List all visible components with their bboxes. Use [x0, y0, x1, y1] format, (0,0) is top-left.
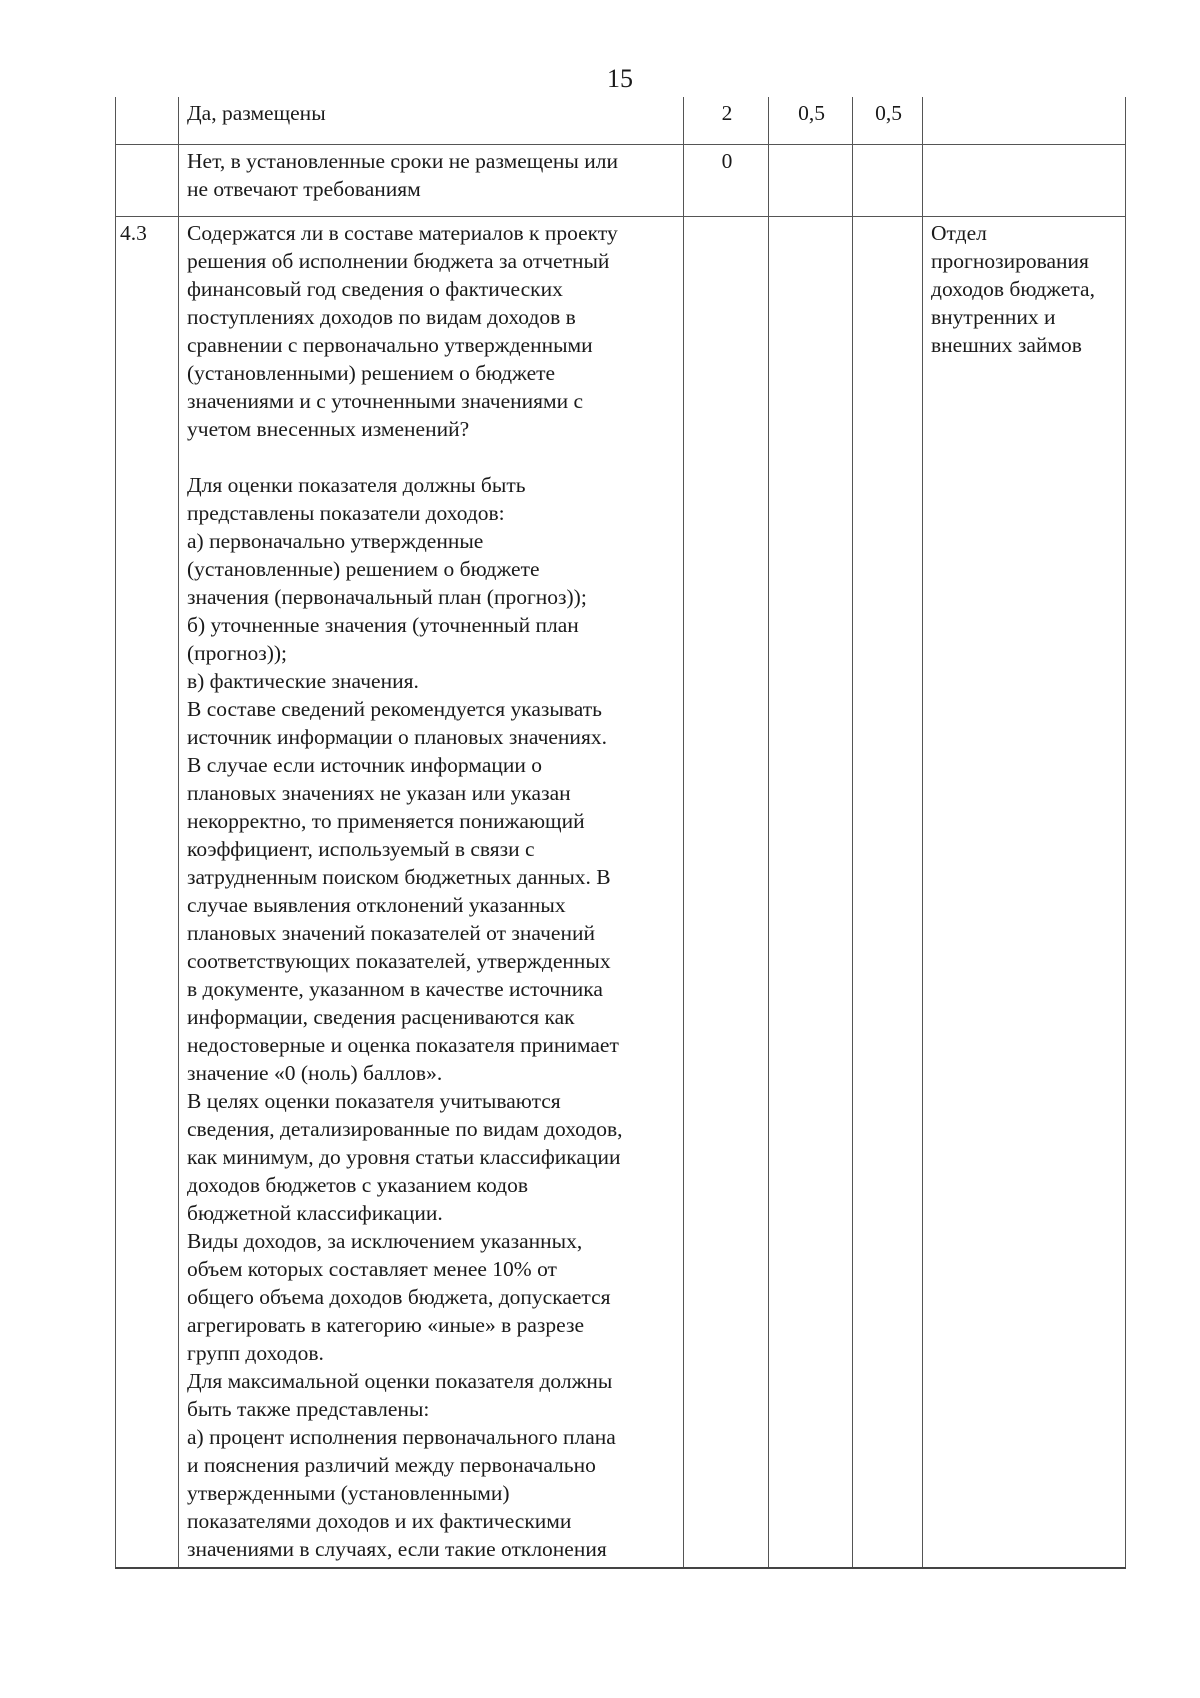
coefficient-cell	[853, 144, 923, 216]
score-cell: 2	[684, 97, 769, 144]
table-row	[116, 97, 1126, 144]
table-row	[116, 216, 1126, 1568]
responsible-dept: Отдел прогнозирования доходов бюджета, внутренних и внешних займов	[923, 216, 1126, 1568]
score-cell: 0	[684, 144, 769, 216]
responsible-dept	[923, 144, 1126, 216]
criteria-table	[115, 97, 1126, 1569]
score-cell	[684, 216, 769, 1568]
question-text: Содержатся ли в составе материалов к проекту решения об исполнении бюджета за отчетный финансовый год сведения о фактических поступлениях доходов по видам доходов в сравнении с первоначально утвержденными (установленными) решением о бюджете значениями и с уточненными значениями с учетом внесенных изменений? Для оценки показателя должны быть представлены показатели доходов: а) первоначально утвержденные (установленные) решением о бюджете значения (первоначальный план (прогноз)); б) уточненные значения (уточненный план (прогноз)); в) фактические значения. В составе сведений рекомендуется указывать источник информации о плановых значениях. В случае если источник информации о плановых значениях не указан или указан некорректно, то применяется понижающий коэффициент, используемый в связи с затрудненным поиском бюджетных данных. В случае выявления отклонений указанных плановых значений показателей от значений соответствующих показателей, утвержденных в документе, указанном в качестве источника информации, сведения расцениваются как недостоверные и оценка показателя принимает значение «0 (ноль) баллов». В целях оценки показателя учитываются сведения, детализированные по видам доходов, как минимум, до уровня статьи классификации доходов бюджетов с указанием кодов бюджетной классификации. Виды доходов, за исключением указанных, объем которых составляет менее 10% от общего объема доходов бюджета, допускается агрегировать в категорию «иные» в разрезе групп доходов. Для максимальной оценки показателя должны быть также представлены: а) процент исполнения первоначального плана и пояснения различий между первоначально утвержденными (установленными) показателями доходов и их фактическими значениями в случаях, если такие отклонения	[179, 216, 684, 1568]
coefficient-cell	[769, 144, 853, 216]
coefficient-cell	[853, 216, 923, 1568]
row-number	[116, 97, 179, 144]
coefficient-cell: 0,5	[769, 97, 853, 144]
coefficient-cell: 0,5	[853, 97, 923, 144]
page-number: 15	[607, 64, 633, 93]
row-number: 4.3	[116, 216, 179, 1568]
responsible-dept	[923, 97, 1126, 144]
coefficient-cell	[769, 216, 853, 1568]
answer-text: Нет, в установленные сроки не размещены или не отвечают требованиям	[179, 144, 684, 216]
table-row	[116, 144, 1126, 216]
answer-text: Да, размещены	[179, 97, 684, 144]
row-number	[116, 144, 179, 216]
